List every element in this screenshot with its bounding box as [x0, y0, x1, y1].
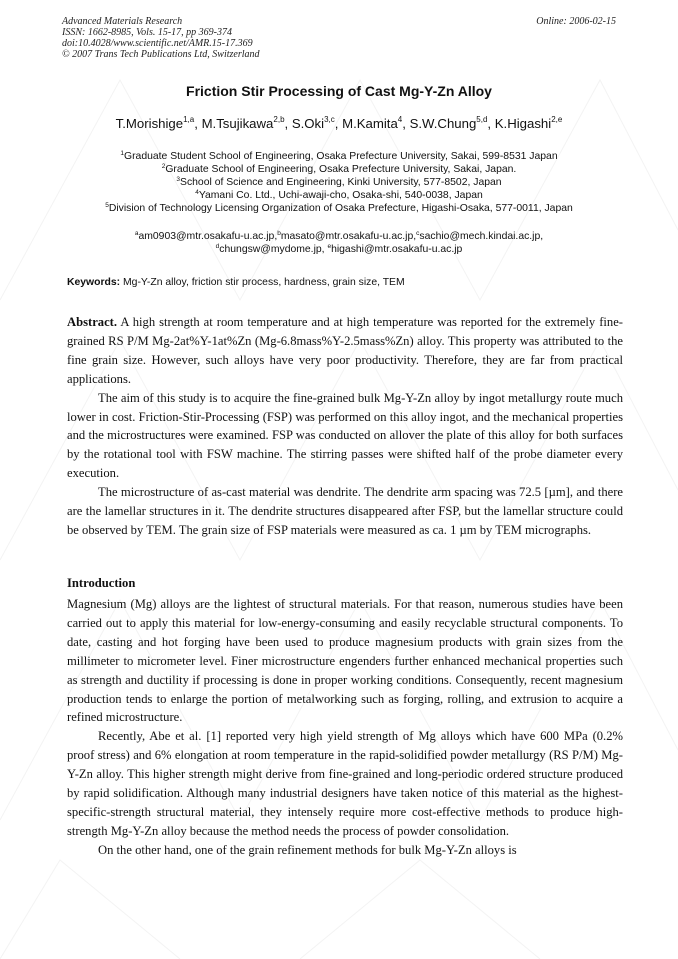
- affiliation-list: [0, 150, 678, 215]
- affiliation-text: Graduate School of Engineering, Osaka Prefecture University, Sakai, Japan.: [165, 164, 517, 175]
- author-name: T.Morishige: [115, 116, 184, 131]
- affiliation-sup: 2: [161, 163, 166, 170]
- affiliation-text: Yamani Co. Ltd., Uchi-awaji-cho, Osaka-shi, 540-0038, Japan: [198, 190, 483, 201]
- affiliation-line: [0, 189, 678, 202]
- author-affiliation-sup: 4: [397, 115, 403, 124]
- author-name: M.Tsujikawa: [201, 116, 274, 131]
- affiliation-sup: 3: [176, 176, 181, 183]
- intro-paragraph: Magnesium (Mg) alloys are the lightest of structural materials. For that reason, numerous studies have been carried out to apply this material for low-energy-consuming and easily recyclable structural components. To date, casting and hot forging have been used to produce magnesium products with grain sizes from the millimeter to micrometer level. Finer microstructure engenders further enhanced mechanical properties such as strength and ductility if processing is done in proper working conditions. Consequently, recent magnesium production tends to enlarge the portion of metalworking such as forging, rolling, and extrusion to acquire a refined microstructure.: [67, 597, 623, 725]
- keywords-text: Mg-Y-Zn alloy, friction stir process, hardness, grain size, TEM: [123, 277, 405, 288]
- author-name: S.Oki: [291, 116, 325, 131]
- email-sup: d: [215, 243, 220, 250]
- author-affiliation-sup: 2,e: [551, 115, 563, 124]
- affiliation-sup: 5: [105, 202, 109, 209]
- author-list: T.Morishige$^{1,a}$, M.Tsujikawa$^{2,b}$, S.Oki$^{3,c}$, M.Kamita$^4$, S.W.Chung$^{5,d}$, K.Higashi$^{2,e}$: [115, 115, 563, 131]
- affiliation-line: [0, 163, 678, 176]
- email-e: higashi@mtr.osakafu-u.ac.jp: [331, 244, 463, 255]
- affiliation-sup: 1: [120, 150, 125, 157]
- keywords-line: [67, 277, 405, 288]
- email-sup: c: [416, 230, 420, 237]
- abstract-text: A high strength at room temperature and at high temperature was reported for the extremely fine-grained RS P/M Mg-2at%Y-1at%Zn (Mg-6.8mass%Y-2.5mass%Zn) alloy. This property was attributed to the fine grain size. However, such alloys have very poor productivity. Therefore, they are far from practical applications.: [67, 315, 623, 386]
- online-date: Online: 2006-02-15: [536, 16, 616, 27]
- abstract-paragraph: The aim of this study is to acquire the fine-grained bulk Mg-Y-Zn alloy by ingot metallurgy route much lower in cost. Friction-Stir-Processing (FSP) was performed on this alloy ingot, and the mechanical properties and the microstructures were examined. FSP was conducted on allover the plate of this alloy for both surfaces by the rotational tool with FSW machine. The stirring passes were shifted half of the probe diameter every execution.: [67, 390, 623, 481]
- abstract-label: Abstract.: [67, 315, 118, 329]
- affiliation-line: [0, 202, 678, 215]
- email-line: [0, 230, 678, 243]
- affiliation-text: Division of Technology Licensing Organization of Osaka Prefecture, Higashi-Osaka, 577-0011, Japan: [108, 203, 573, 214]
- email-sup: a: [134, 230, 139, 237]
- email-list: [0, 230, 678, 256]
- introduction-section: [67, 595, 623, 860]
- keywords-label: Keywords:: [67, 277, 121, 288]
- author-name: S.W.Chung: [409, 116, 477, 131]
- issn-line: ISSN: 1662-8985, Vols. 15-17, pp 369-374: [62, 27, 232, 38]
- email-c: sachio@mech.kindai.ac.jp,: [419, 231, 544, 242]
- journal-name: Advanced Materials Research: [62, 16, 183, 27]
- affiliation-sup: 4: [195, 189, 199, 196]
- introduction-heading: Introduction: [67, 576, 136, 590]
- intro-paragraph: Recently, Abe et al. [1] reported very high yield strength of Mg alloys which have 600 MPa (0.2% proof stress) and 6% elongation at room temperature in the rapid-solidified powder metallurgy (RS P/M) Mg-Y-Zn alloy. This higher strength might derive from fine-grained and long-periodic ordered structure produced by rapid solidification. Although many industrial designers have taken notice of this material as the highest-specific-strength structural material, they intensely require more cost-effective methods to produce high-strength Mg-Y-Zn alloy because the method needs the process of powder consolidation.: [67, 729, 623, 838]
- author-affiliation-sup: 1,a: [183, 115, 195, 124]
- author-name: K.Higashi: [494, 116, 552, 131]
- email-b: masato@mtr.osakafu-u.ac.jp,: [280, 231, 417, 242]
- paper-title: Friction Stir Processing of Cast Mg-Y-Zn Alloy: [186, 83, 492, 99]
- email-sup: b: [277, 230, 281, 237]
- abstract-paragraph: [67, 313, 623, 389]
- author-affiliation-sup: 2,b: [273, 115, 285, 124]
- copyright-line: © 2007 Trans Tech Publications Ltd, Switzerland: [62, 49, 260, 60]
- affiliation-line: [0, 150, 678, 163]
- abstract-section: [67, 313, 623, 540]
- intro-paragraph: On the other hand, one of the grain refinement methods for bulk Mg-Y-Zn alloys is: [98, 842, 517, 857]
- email-sup: e: [327, 243, 332, 250]
- affiliation-text: Graduate Student School of Engineering, Osaka Prefecture University, Sakai, 599-8531 Japan: [124, 151, 558, 162]
- journal-header: [62, 16, 260, 60]
- email-a: am0903@mtr.osakafu-u.ac.jp,: [138, 231, 278, 242]
- affiliation-line: [0, 176, 678, 189]
- affiliation-text: School of Science and Engineering, Kinki University, 577-8502, Japan: [180, 177, 502, 188]
- abstract-paragraph: The microstructure of as-cast material was dendrite. The dendrite arm spacing was 72.5 [µm], and there are the lamellar structures in it. The dendrite structures disappeared after FSP, but the lamellar structure could be observed by TEM. The grain size of FSP materials were measured as ca. 1 µm by TEM micrographs.: [67, 485, 623, 537]
- author-name: M.Kamita: [342, 116, 398, 131]
- author-affiliation-sup: 3,c: [324, 115, 335, 124]
- author-affiliation-sup: 5,d: [476, 115, 488, 124]
- email-d: chungsw@mydome.jp,: [219, 244, 325, 255]
- email-line: [0, 243, 678, 256]
- doi-line: doi:10.4028/www.scientific.net/AMR.15-17.369: [62, 38, 253, 49]
